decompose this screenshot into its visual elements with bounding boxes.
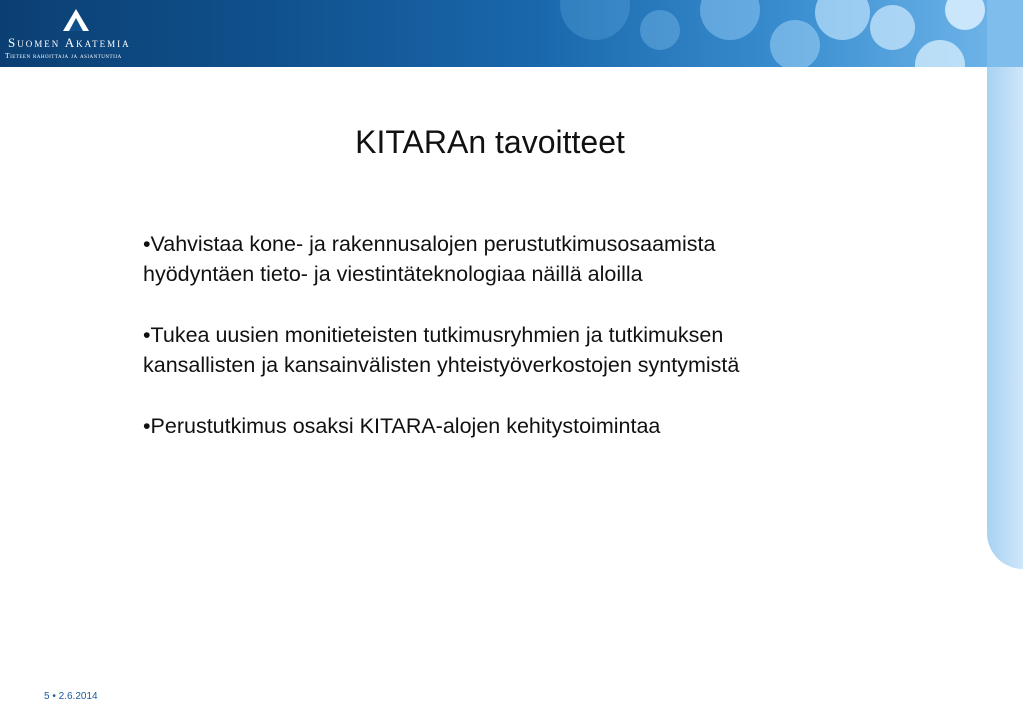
org-tagline: Tieteen rahoittaja ja asiantuntija: [5, 51, 122, 60]
bullet-line: kansallisten ja kansainvälisten yhteistyöverkostojen syntymistä: [143, 353, 740, 377]
decorative-bubble: [700, 0, 760, 40]
header-banner: [0, 0, 990, 67]
bullet-list: [143, 229, 903, 472]
bullet-item: [143, 229, 903, 289]
decorative-bubble: [640, 10, 680, 50]
bullet-line: •Tukea uusien monitieteisten tutkimusryhmien ja tutkimuksen: [143, 323, 724, 347]
org-name: Suomen Akatemia: [8, 35, 131, 50]
slide-title: KITARAn tavoitteet: [355, 124, 625, 160]
slide-footer: [44, 691, 98, 702]
bullet-line: •Vahvistaa kone- ja rakennusalojen perustutkimusosaamista: [143, 232, 716, 256]
bullet-line: •Perustutkimus osaksi KITARA-alojen kehitystoimintaa: [143, 414, 661, 438]
decorative-bubble: [815, 0, 870, 40]
bullet-item: [143, 411, 903, 441]
mountain-triangle-logo-icon: [62, 8, 90, 32]
decorative-bubble: [770, 20, 820, 67]
bullet-line: hyödyntäen tieto- ja viestintäteknologiaa näillä aloilla: [143, 262, 643, 286]
footer-date: 2.6.2014: [58, 691, 98, 702]
bullet-item: [143, 320, 903, 380]
footer-separator: •: [52, 691, 56, 702]
decorative-bubble: [870, 5, 915, 50]
decorative-bubble: [945, 0, 985, 30]
decorative-bubble: [915, 40, 965, 67]
page-number: 5: [44, 691, 50, 702]
right-decor-top: [987, 0, 1023, 67]
right-decor-strip: [987, 67, 1023, 569]
decorative-bubble: [560, 0, 630, 40]
